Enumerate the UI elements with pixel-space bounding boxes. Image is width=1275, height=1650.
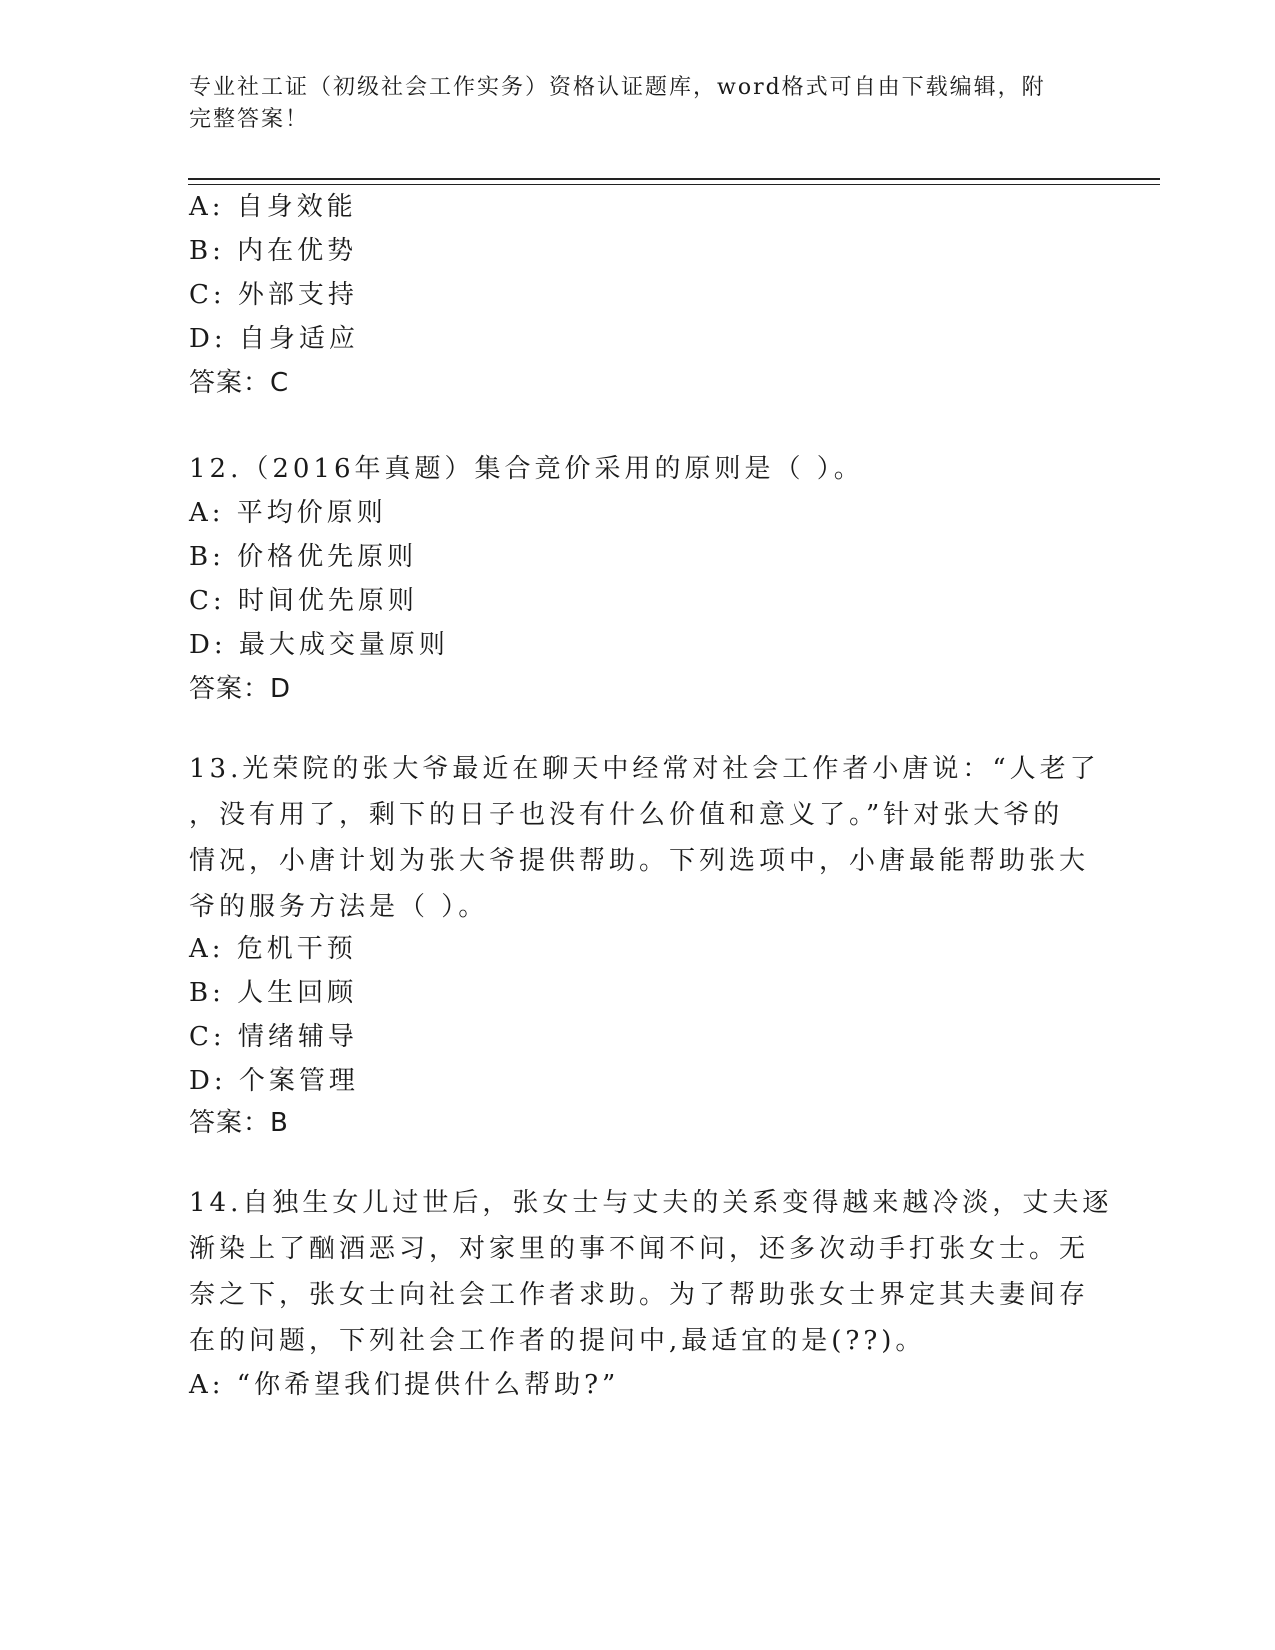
q14-option-a: A: “你希望我们提供什么帮助?” (189, 1370, 620, 1400)
q13-answer: 答案：B (189, 1108, 289, 1138)
q13-stem-line: ，没有用了，剩下的日子也没有什么价值和意义了。”针对张大爷的 (189, 800, 1064, 830)
q11-option-d: D: 自身适应 (189, 324, 359, 354)
q13-stem-line: 爷的服务方法是（ ）。 (189, 892, 489, 922)
q14-stem-line: 渐染上了酗酒恶习，对家里的事不闻不问，还多次动手打张女士。无 (189, 1234, 1090, 1264)
q14-stem (189, 1180, 1113, 1364)
q12-stem: 12.（2016年真题）集合竞价采用的原则是（ ）。 (189, 454, 864, 484)
q14-stem-line: 奈之下，张女士向社会工作者求助。为了帮助张女士界定其夫妻间存 (189, 1280, 1090, 1310)
q13-option-d: D: 个案管理 (189, 1066, 359, 1096)
q11-option-b: B: 内在优势 (189, 236, 358, 266)
q12-option-b: B: 价格优先原则 (189, 542, 418, 572)
header-line-2: 完整答案！ (189, 107, 310, 132)
q12-option-a: A: 平均价原则 (189, 498, 387, 528)
q13-stem-line: 13.光荣院的张大爷最近在聊天中经常对社会工作者小唐说：“人老了 (189, 754, 1100, 784)
q13-option-a: A: 危机干预 (189, 934, 357, 964)
q12-option-d: D: 最大成交量原则 (189, 630, 449, 660)
q14-stem-line: 在的问题，下列社会工作者的提问中,最适宜的是(??)。 (189, 1326, 926, 1356)
q11-option-c: C: 外部支持 (189, 280, 358, 310)
header-line-1: 专业社工证（初级社会工作实务）资格认证题库，word格式可自由下载编辑，附 (189, 75, 1046, 100)
header-divider-thick (188, 178, 1160, 180)
q13-stem (189, 746, 1100, 930)
document-header (189, 72, 1069, 136)
q12-answer: 答案：D (189, 674, 292, 704)
header-divider-thin (188, 184, 1160, 185)
q13-option-c: C: 情绪辅导 (189, 1022, 358, 1052)
q11-option-a: A: 自身效能 (189, 192, 357, 222)
q14-stem-line: 14.自独生女儿过世后，张女士与丈夫的关系变得越来越冷淡，丈夫逐 (189, 1188, 1113, 1218)
q13-stem-line: 情况，小唐计划为张大爷提供帮助。下列选项中，小唐最能帮助张大 (189, 846, 1090, 876)
q12-option-c: C: 时间优先原则 (189, 586, 418, 616)
q11-answer: 答案：C (189, 368, 290, 398)
q13-option-b: B: 人生回顾 (189, 978, 358, 1008)
